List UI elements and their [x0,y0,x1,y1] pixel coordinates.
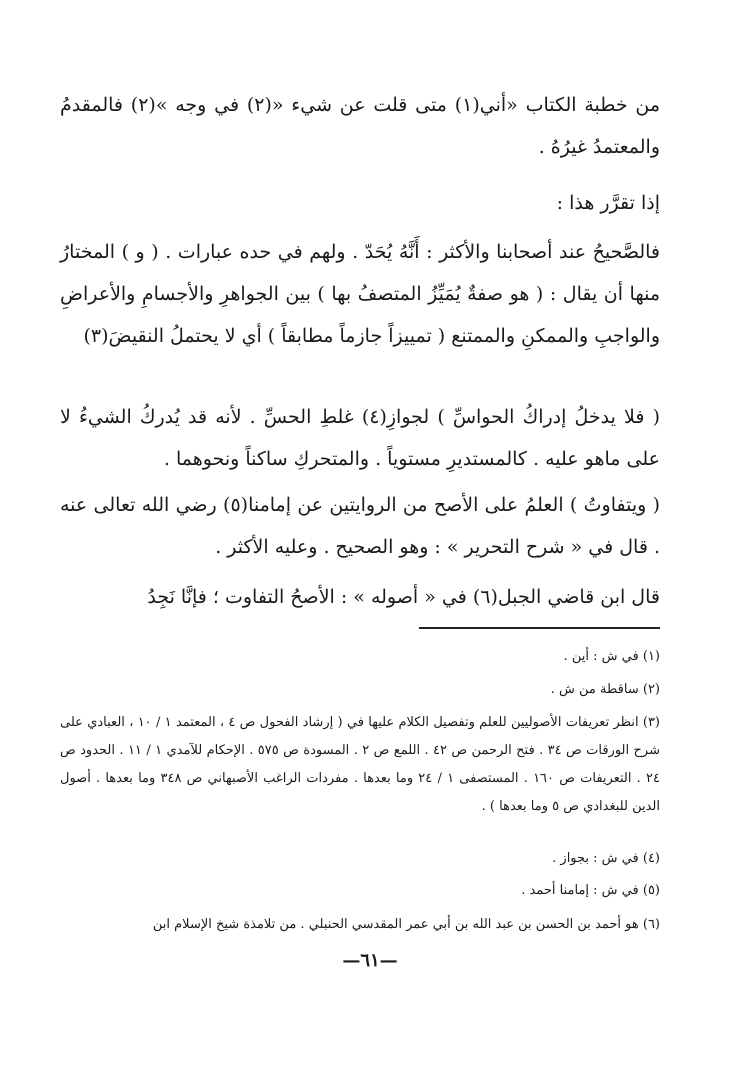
footnote-6: (٦) هو أحمد بن الحسن بن عبد الله بن أبي عمر المقدسي الحنبلي . من تلامذة شيخ الإسلام ابن [152,917,660,932]
paragraph-6: قال ابن قاضي الجبل(٦) في « أصوله » : الأصحُ التفاوت ؛ فإنَّا نَجِدُ [147,586,660,608]
footnote-5: (٥) في ش : إمامنا أحمد . [521,883,660,898]
paragraph-1: من خطبة الكتاب «أني(١) متى قلت عن شيء «(٢) في وجه »(٢) فالمقدمُ والمعتمدُ غيرُهُ . [60,94,660,158]
paragraph-5: ( ويتفاوتُ ) العلمُ على الأصح من الروايتين عن إمامنا(٥) رضي الله تعالى عنه . قال في « شرح التحرير » : وهو الصحيح . وعليه الأكثر . [60,494,661,558]
page-number: —٦١— [342,950,398,971]
paragraph-2: إذا تقرَّر هذا : [556,192,660,214]
footnote-4: (٤) في ش : بجواز . [552,851,660,866]
paragraph-4: ( فلا يدخلُ إدراكُ الحواسِّ ) لجوازِ(٤) غلطِ الحسِّ . لأنه قد يُدركُ الشيءُ لا على ماهو عليه . كالمستديرِ مستوياً . والمتحركِ ساكناً ونحوهما . [60,406,660,470]
footnote-2: (٢) ساقطة من ش . [550,682,660,697]
footnote-3: (٣) انظر تعريفات الأصوليين للعلم وتفصيل الكلام عليها في ( إرشاد الفحول ص ٤ ، المعتمد ١ / ١٠ ، العبادي على شرح الورقات ص ٣٤ . فتح الرحمن ص ٤٢ . اللمع ص ٢ . المسودة ص ٥٧٥ . الإحكام للآمدي ١ / ١١ . الحدود ص ٢٤ . التعريفات ص ١٦٠ . المستصفى ١ / ٢٤ وما بعدها . مفردات الراغب الأصبهاني ص ٣٤٨ وما بعدها . أصول الدين للبغدادي ص ٥ وما بعدها ) . [60,715,660,814]
footnote-divider [419,627,660,629]
paragraph-3: فالصَّحيحُ عند أصحابنا والأكثر : أَنَّهُ يُحَدّ . ولهم في حده عبارات . ( و ) المختارُ منها أن يقال : ( هو صفةٌ يُمَيِّزُ المتصفُ بها ) بين الجواهرِ والأجسامِ والأعراضِ والواجبِ والممكنِ والممتنع ( تمييزاً جازماً مطابقاً ) أي لا يحتملُ النقيضَ(٣) [60,241,660,347]
footnote-1: (١) في ش : أين . [563,649,660,664]
